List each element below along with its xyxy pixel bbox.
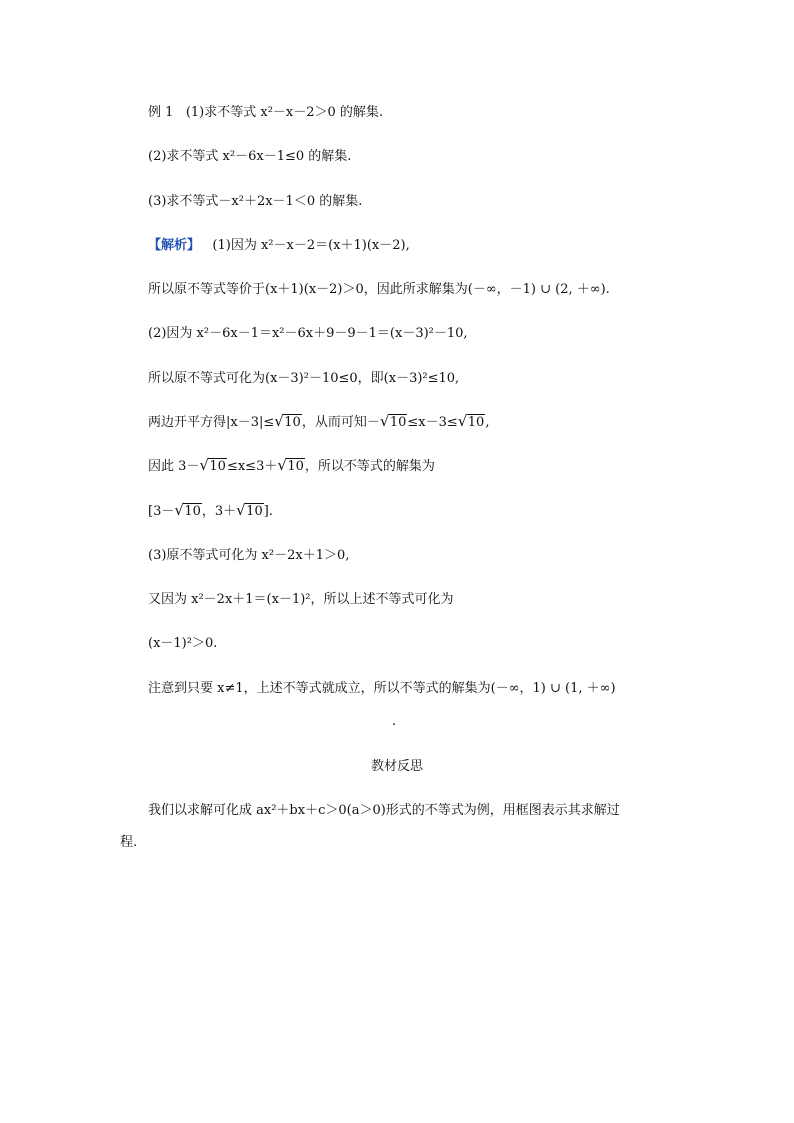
reflection-body-line-1: 我们以求解可化成 ax²＋bx＋c＞0(a＞0)形式的不等式为例，用框图表示其求解过 — [148, 803, 620, 818]
text-segment: ，从而可知－ — [301, 415, 380, 430]
text-segment: 因此 3－ — [148, 459, 200, 474]
analysis-part-3-line-3: (x－1)²＞0. — [148, 636, 218, 651]
example-1-question-1 — [148, 104, 383, 122]
radical-sign: √ — [274, 412, 284, 430]
text-segment: ≤x≤3＋ — [226, 459, 278, 474]
example-label: 例 1 — [148, 105, 174, 120]
sqrt-argument: 10 — [184, 504, 201, 519]
analysis-part-2-line-1: (2)因为 x²－6x－1＝x²－6x＋9－9－1＝(x－3)²－10, — [148, 326, 468, 341]
analysis-part-3-line-4: 注意到只要 x≠1，上述不等式就成立，所以不等式的解集为(－∞，1) ∪ (1, ＋∞) — [148, 681, 616, 696]
text-segment: ≤x－3≤ — [407, 415, 458, 430]
example-1-question-3: (3)求不等式－x²＋2x－1＜0 的解集. — [148, 194, 363, 209]
analysis-part-2-line-4 — [148, 458, 435, 476]
sqrt-expression — [458, 414, 486, 432]
analysis-part-2-line-2: 所以原不等式可化为(x－3)²－10≤0，即(x－3)²≤10, — [148, 371, 460, 386]
text-segment: ]. — [263, 504, 273, 519]
sqrt-expression — [199, 458, 227, 476]
sqrt-argument: 10 — [246, 504, 263, 519]
analysis-part-2-line-3 — [148, 414, 489, 432]
text-segment: , — [485, 415, 490, 430]
radical-sign: √ — [277, 456, 287, 474]
sqrt-argument: 10 — [287, 459, 304, 474]
analysis-1a-text: (1)因为 x²－x－2＝(x＋1)(x－2), — [212, 238, 410, 253]
radical-sign: √ — [236, 501, 246, 519]
example-1-question-2: (2)求不等式 x²－6x－1≤0 的解集. — [148, 149, 352, 164]
analysis-part-2-line-5 — [148, 503, 273, 521]
sqrt-expression — [380, 414, 408, 432]
analysis-part-3-line-2: 又因为 x²－2x＋1＝(x－1)²，所以上述不等式可化为 — [148, 592, 454, 607]
text-segment: 两边开平方得|x－3|≤ — [148, 415, 275, 430]
radical-sign: √ — [174, 501, 184, 519]
text-segment: ，3＋ — [201, 504, 237, 519]
text-segment: [3－ — [148, 504, 175, 519]
sqrt-expression — [236, 503, 264, 521]
analysis-tag: 【解析】 — [148, 238, 201, 253]
question-1-text: (1)求不等式 x²－x－2＞0 的解集. — [185, 105, 384, 120]
analysis-part-1-line-2: 所以原不等式等价于(x＋1)(x－2)＞0，因此所求解集为(－∞，－1) ∪ (2, ＋∞). — [148, 282, 610, 297]
text-segment: ，所以不等式的解集为 — [304, 459, 435, 474]
sqrt-expression — [274, 414, 302, 432]
radical-sign: √ — [457, 412, 468, 430]
analysis-part-3-line-5: . — [392, 714, 397, 729]
radical-sign: √ — [379, 412, 390, 430]
analysis-part-3-line-1: (3)原不等式可化为 x²－2x＋1＞0, — [148, 548, 350, 563]
reflection-title: 教材反思 — [370, 759, 423, 774]
sqrt-argument: 10 — [209, 459, 226, 474]
analysis-part-1-line-1 — [148, 237, 410, 255]
sqrt-argument: 10 — [284, 415, 301, 430]
sqrt-argument: 10 — [467, 415, 485, 430]
sqrt-expression — [174, 503, 202, 521]
reflection-body-line-2: 程. — [120, 835, 138, 850]
sqrt-expression — [277, 458, 305, 476]
sqrt-argument: 10 — [389, 415, 407, 430]
radical-sign: √ — [199, 456, 209, 474]
